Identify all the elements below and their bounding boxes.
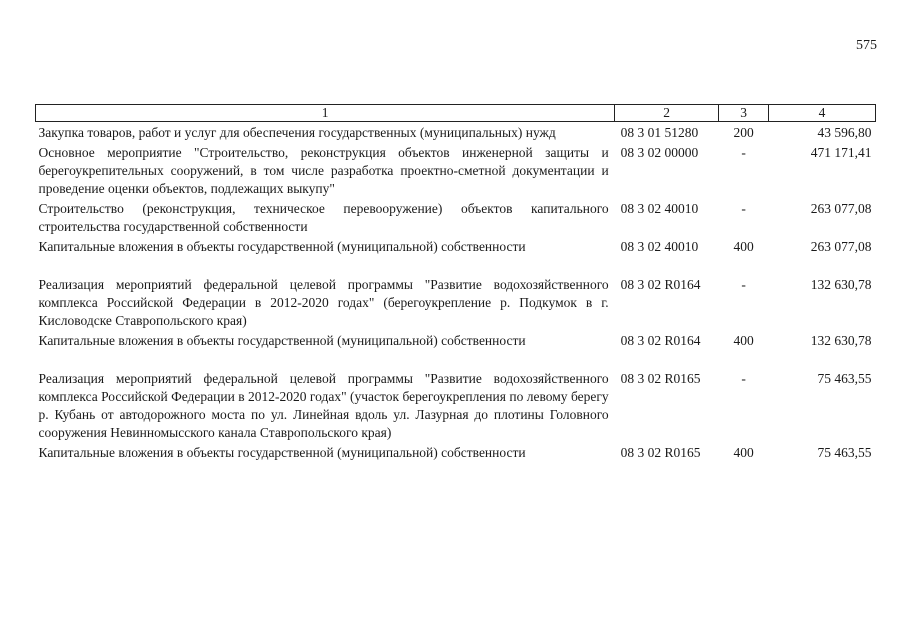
table-row xyxy=(36,198,876,236)
row-type: - xyxy=(741,371,746,386)
row-code: 08 3 02 R0164 xyxy=(620,277,701,292)
row-type: 200 xyxy=(733,125,754,140)
row-amount: 75 463,55 xyxy=(817,371,872,386)
row-name: Строительство (реконструкция, техническое перевооружение) объектов капитального строительства государственной собственности xyxy=(38,201,609,234)
row-code: 08 3 02 40010 xyxy=(620,201,699,216)
row-amount: 132 630,78 xyxy=(810,333,872,348)
table-row xyxy=(36,122,876,143)
header-col-3: 3 xyxy=(719,105,769,122)
row-name: Реализация мероприятий федеральной целевой программы "Развитие водохозяйственного комплекса Российской Федерации в 2012-2020 годах" (берегоукрепление р. Подкумок в г. Кисловодске Ставропольского края) xyxy=(38,277,609,328)
row-code: 08 3 02 00000 xyxy=(620,145,699,160)
budget-table xyxy=(35,104,876,462)
row-code: 08 3 02 R0165 xyxy=(620,371,701,386)
row-name: Капитальные вложения в объекты государственной (муниципальной) собственности xyxy=(38,445,526,460)
table-row xyxy=(36,236,876,274)
row-amount: 263 077,08 xyxy=(810,239,872,254)
row-type: 400 xyxy=(733,333,754,348)
row-code: 08 3 01 51280 xyxy=(620,125,699,140)
table-row xyxy=(36,368,876,442)
row-name: Основное мероприятие "Строительство, реконструкция объектов инженерной защиты и берегоукрепительных сооружений, в том числе разработка проектно-сметной документации и проведение оценки объектов, подлежащих выкупу" xyxy=(38,145,609,196)
row-name: Капитальные вложения в объекты государственной (муниципальной) собственности xyxy=(38,239,526,254)
row-amount: 75 463,55 xyxy=(817,445,872,460)
row-code: 08 3 02 40010 xyxy=(620,239,699,254)
page-number: 575 xyxy=(856,38,877,53)
row-amount: 471 171,41 xyxy=(810,145,872,160)
row-name: Реализация мероприятий федеральной целевой программы "Развитие водохозяйственного комплекса Российской Федерации в 2012-2020 годах" (участок берегоукрепления по левому берегу р. Кубань от автодорожного моста по ул. Линейная вдоль ул. Лазурная до плотины Головного сооружения Невинномысского канала Ставропольского края) xyxy=(38,371,609,440)
row-amount: 43 596,80 xyxy=(817,125,872,140)
table-row xyxy=(36,142,876,198)
row-amount: 263 077,08 xyxy=(810,201,872,216)
table-row xyxy=(36,330,876,368)
header-row xyxy=(36,105,876,122)
row-code: 08 3 02 R0165 xyxy=(620,445,701,460)
row-type: - xyxy=(741,201,746,216)
header-col-1: 1 xyxy=(36,105,615,122)
header-col-4: 4 xyxy=(769,105,876,122)
row-name: Капитальные вложения в объекты государственной (муниципальной) собственности xyxy=(38,333,526,348)
row-name: Закупка товаров, работ и услуг для обеспечения государственных (муниципальных) нужд xyxy=(38,125,556,140)
table-row xyxy=(36,274,876,330)
row-type: 400 xyxy=(733,239,754,254)
table-row xyxy=(36,442,876,462)
row-code: 08 3 02 R0164 xyxy=(620,333,701,348)
row-type: 400 xyxy=(733,445,754,460)
row-type: - xyxy=(741,145,746,160)
row-amount: 132 630,78 xyxy=(810,277,872,292)
header-col-2: 2 xyxy=(615,105,719,122)
row-type: - xyxy=(741,277,746,292)
